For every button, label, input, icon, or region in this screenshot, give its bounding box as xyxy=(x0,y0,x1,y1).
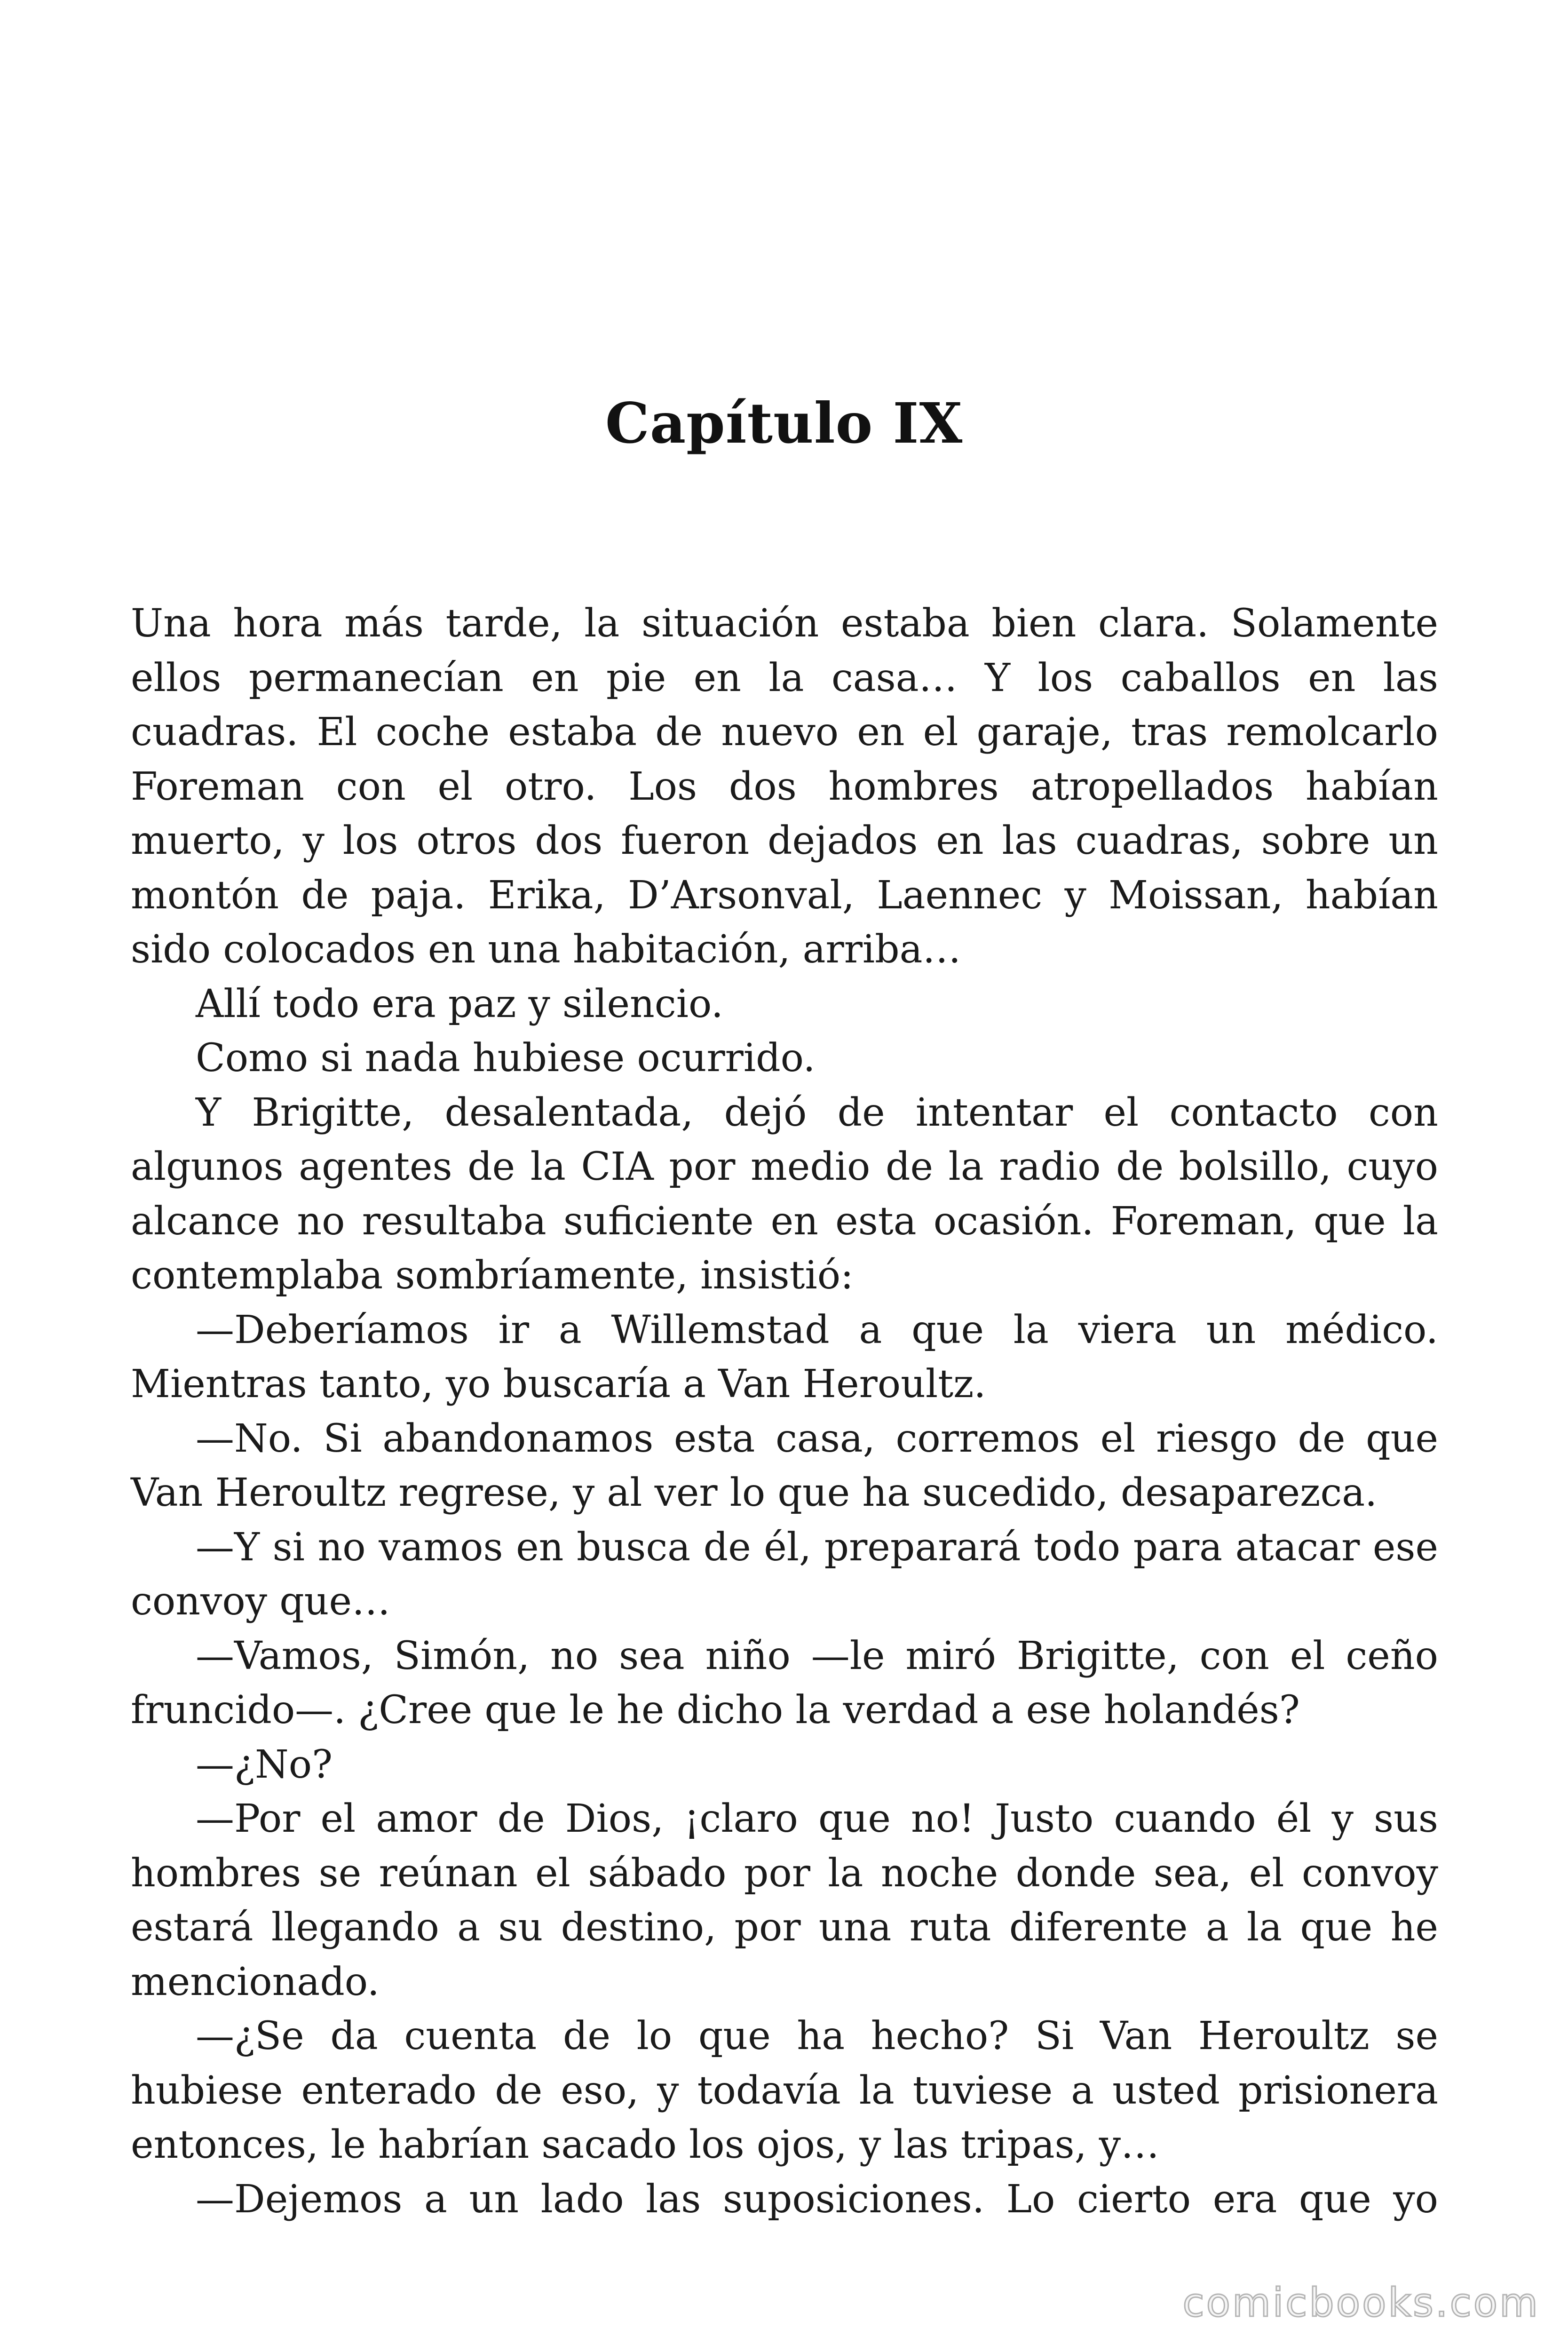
paragraph: —Vamos, Simón, no sea niño —le miró Brigitte, con el ceño fruncido—. ¿Cree que le he dicho la verdad a ese holandés? xyxy=(131,1633,1438,1732)
paragraph: Y Brigitte, desalentada, dejó de intentar el contacto con algunos agentes de la CIA por medio de la radio de bolsillo, cuyo alcance no resultaba suficiente en esta ocasión. Foreman, que la contemplaba sombríamente, insistió: xyxy=(131,1090,1438,1298)
paragraph: —No. Si abandonamos esta casa, corremos el riesgo de que Van Heroultz regrese, y al ver lo que ha sucedido, desaparezca. xyxy=(131,1416,1438,1515)
paragraph: Allí todo era paz y silencio. xyxy=(196,981,723,1026)
paragraph: —¿No? xyxy=(196,1742,333,1787)
chapter-title: Capítulo IX xyxy=(605,390,963,456)
chapter-body xyxy=(131,596,1438,2226)
watermark: comicbooks.com xyxy=(1182,2280,1540,2326)
paragraph: —Deberíamos ir a Willemstad a que la viera un médico. Mientras tanto, yo buscaría a Van Heroultz. xyxy=(131,1307,1438,1406)
paragraph: —Por el amor de Dios, ¡claro que no! Justo cuando él y sus hombres se reúnan el sábado por la noche donde sea, el convoy estará llegando a su destino, por una ruta diferente a la que he mencionado. xyxy=(131,1796,1438,2004)
paragraph: Una hora más tarde, la situación estaba bien clara. Solamente ellos permanecían en pie en la casa… Y los caballos en las cuadras. El coche estaba de nuevo en el garaje, tras remolcarlo Foreman con el otro. Los dos hombres atropellados habían muerto, y los otros dos fueron dejados en las cuadras, sobre un montón de paja. Erika, D’Arsonval, Laennec y Moissan, habían sido colocados en una habitación, arriba… xyxy=(131,601,1438,972)
paragraph: Como si nada hubiese ocurrido. xyxy=(196,1036,816,1081)
paragraph: —Dejemos a un lado las suposiciones. Lo cierto era que yo xyxy=(196,2177,1438,2222)
paragraph: —Y si no vamos en busca de él, preparará todo para atacar ese convoy que… xyxy=(131,1525,1438,1624)
paragraph: —¿Se da cuenta de lo que ha hecho? Si Van Heroultz se hubiese enterado de eso, y todavía la tuviese a usted prisionera entonces, le habrían sacado los ojos, y las tripas, y… xyxy=(131,2014,1438,2167)
